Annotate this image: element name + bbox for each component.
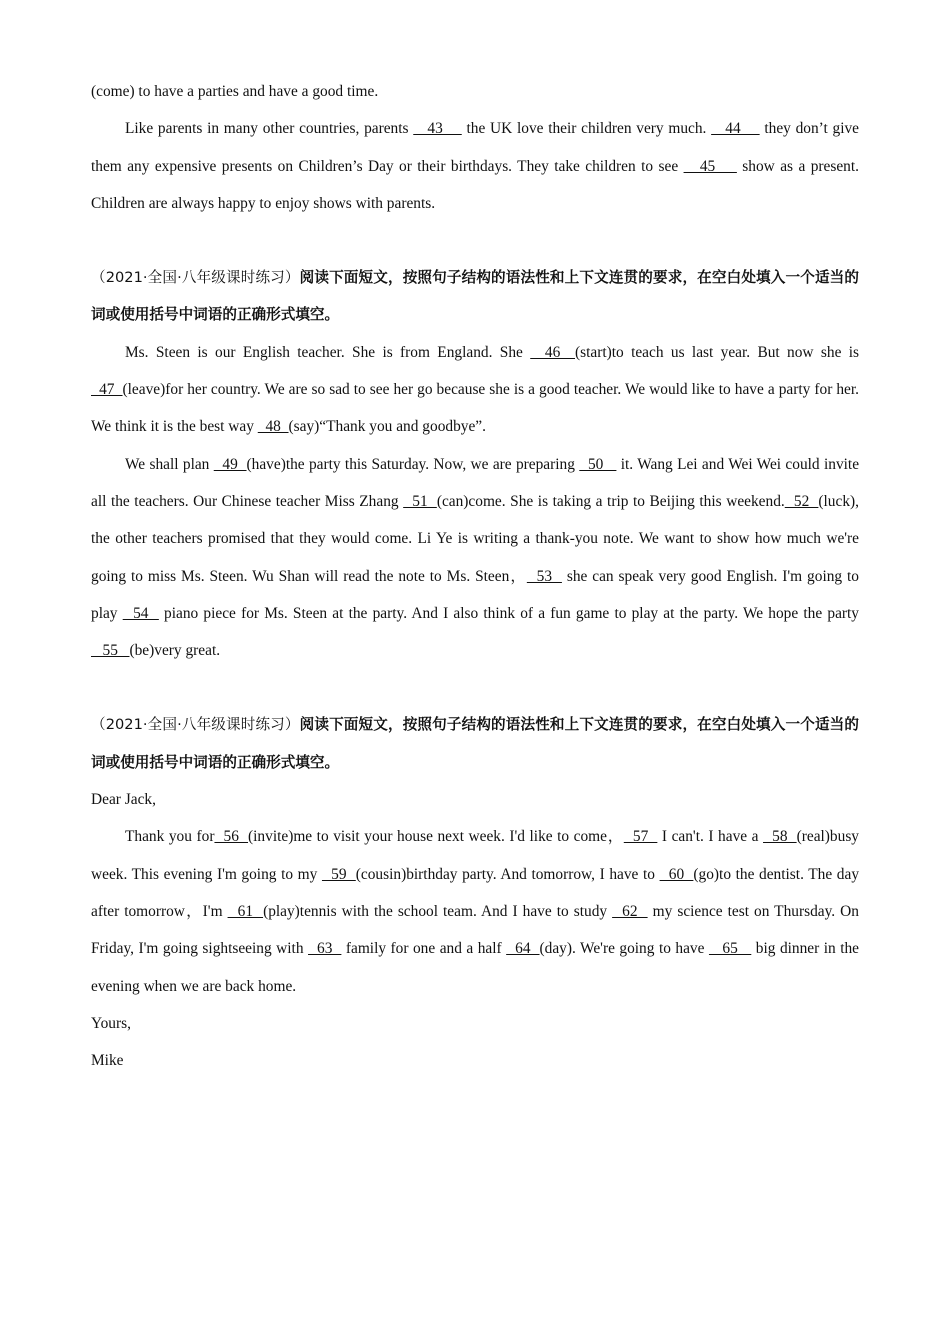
text-run: show as a present. Children are always happy to enjoy shows with parents. — [91, 157, 859, 212]
text-run: the UK love their children very much. — [461, 120, 712, 138]
text-run: Like parents in many other countries, parents — [125, 120, 414, 138]
answer-blank: 54 — [122, 604, 159, 622]
text-run: (luck), the other teachers promised that they would come. Li Ye is writing a thank-you note. We want to show how much we're going to miss Ms. Steen. Wu Shan will read the note to Ms. Steen， — [91, 492, 860, 585]
answer-blank: 56 — [214, 828, 249, 846]
answer-blank: 50 — [579, 455, 617, 473]
text-run: Ms. Steen is our English teacher. She is from England. She — [125, 343, 531, 361]
section-spacer — [91, 669, 859, 706]
answer-blank: 55 — [91, 642, 130, 660]
answer-blank: 46 — [530, 343, 576, 361]
text-run: family for one and a half — [341, 940, 507, 958]
section2-paragraph-1 — [91, 334, 859, 446]
text-run: (start)to teach us last year. But now she is — [575, 343, 860, 361]
source-label: （2021·全国·八年级课时练习） — [91, 269, 300, 287]
answer-blank: 60 — [659, 865, 694, 883]
text-run: (have)the party this Saturday. Now, we are preparing — [246, 455, 580, 473]
answer-blank: 62 — [612, 902, 648, 920]
text-run: (leave)for her country. We are so sad to see her go because she is a good teacher. We would like to have a party for her. We think it is the best way — [91, 381, 860, 436]
text-run: (play)tennis with the school team. And I have to study — [263, 902, 613, 920]
text-run: she can speak very good English. I'm going to play — [91, 567, 860, 622]
letter-closing: Yours, — [91, 1014, 131, 1032]
text-run: (day). We're going to have — [539, 940, 709, 958]
answer-blank: 59 — [321, 865, 356, 883]
text-run: they don’t give them any expensive presents on Children’s Day or their birthdays. They take children to see — [91, 120, 860, 175]
answer-blank: 49 — [213, 455, 247, 473]
section2-paragraph-2 — [91, 446, 859, 670]
text-run: (come) to have a parties and have a good time. — [91, 83, 379, 100]
text-run: (go)to the dentist. The day after tomorrow，I'm — [91, 865, 860, 920]
letter-greeting: Dear Jack, — [91, 791, 156, 809]
answer-blank: 44 — [711, 120, 760, 138]
text-run: big dinner in the evening when we are back home. — [91, 940, 860, 995]
instruction-text: 阅读下面短文，按照句子结构的语法性和上下文连贯的要求，在空白处填入一个适当的词或使用括号中词语的正确形式填空。 — [91, 269, 859, 324]
answer-blank: 53 — [526, 567, 562, 585]
answer-blank: 45 — [683, 157, 737, 175]
letter-signature: Mike — [91, 1052, 124, 1070]
text-run: (cousin)birthday party. And tomorrow, I have to — [355, 865, 660, 883]
answer-blank: 52 — [784, 492, 819, 510]
answer-blank: 65 — [708, 940, 752, 958]
section3-header — [91, 706, 859, 781]
answer-blank: 63 — [308, 940, 342, 958]
text-run: We shall plan — [125, 455, 214, 473]
text-run: I can't. I have a — [657, 828, 764, 846]
text-run: Thank you for — [125, 828, 215, 846]
passage1-continuation — [91, 73, 859, 110]
text-run: it. Wang Lei and Wei Wei could invite all the teachers. Our Chinese teacher Miss Zhang — [91, 455, 860, 510]
section-spacer — [91, 222, 859, 259]
text-run: (real)busy week. This evening I'm going to my — [91, 828, 859, 883]
text-run: (can)come. She is taking a trip to Beijing this weekend. — [436, 492, 785, 510]
answer-blank: 64 — [506, 940, 540, 958]
section2-header — [91, 259, 859, 334]
text-run: (invite)me to visit your house next week. I'd like to come， — [248, 828, 624, 846]
text-run: (say)“Thank you and goodbye”. — [288, 418, 486, 436]
source-label: （2021·全国·八年级课时练习） — [91, 716, 300, 734]
instruction-text: 阅读下面短文，按照句子结构的语法性和上下文连贯的要求，在空白处填入一个适当的词或使用括号中词语的正确形式填空。 — [91, 716, 859, 771]
answer-blank: 51 — [403, 492, 437, 510]
answer-blank: 47 — [91, 381, 123, 399]
answer-blank: 48 — [257, 418, 289, 436]
passage1-paragraph — [91, 110, 859, 222]
letter-body — [91, 818, 859, 1004]
document-page — [91, 73, 859, 1079]
text-run: (be)very great. — [129, 642, 221, 660]
answer-blank: 43 — [413, 120, 462, 138]
answer-blank: 58 — [763, 828, 797, 846]
answer-blank: 61 — [227, 902, 264, 920]
text-run: piano piece for Ms. Steen at the party. And I also think of a fun game to play at the party. We hope the party — [158, 604, 859, 622]
text-run: my science test on Thursday. On Friday, I'm going sightseeing with — [91, 902, 859, 958]
answer-blank: 57 — [623, 828, 658, 846]
